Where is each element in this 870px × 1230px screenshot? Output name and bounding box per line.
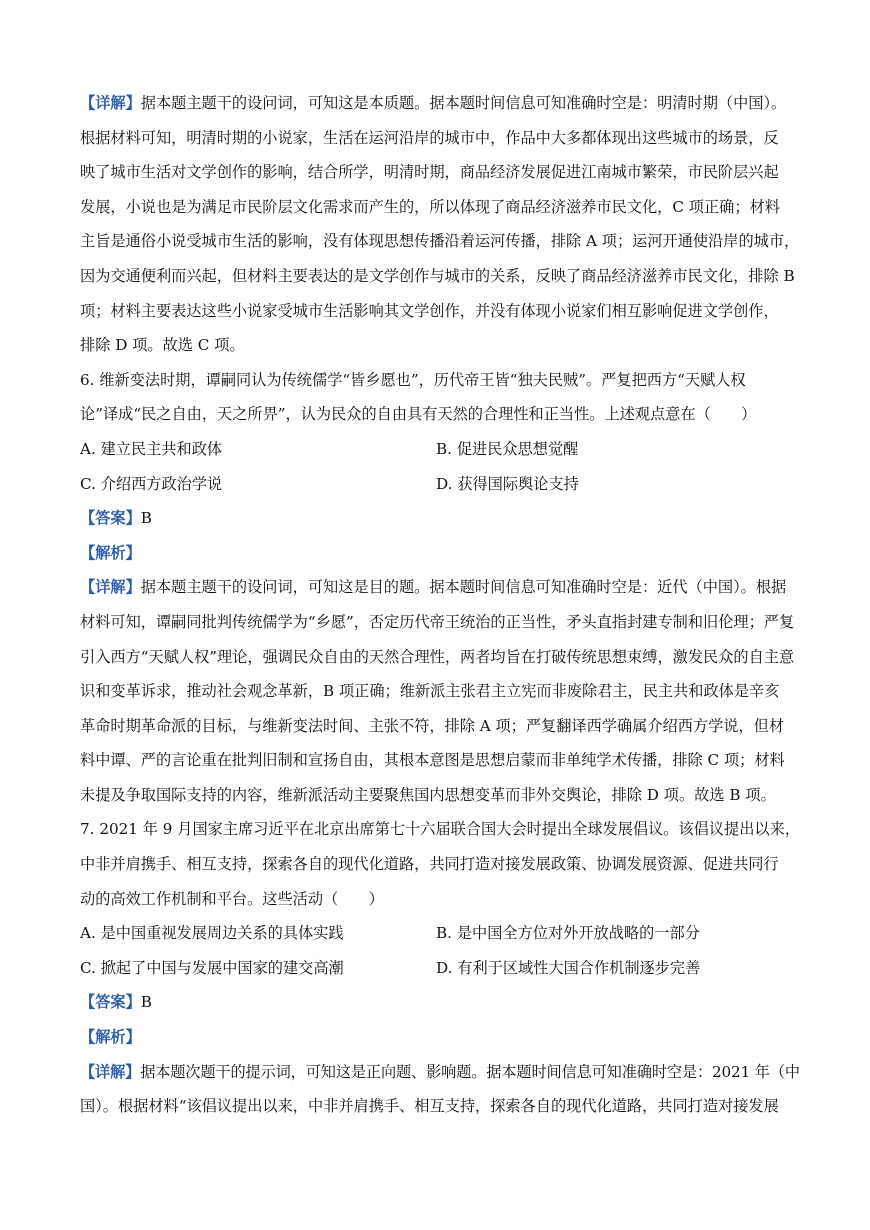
q6-option-d: D. 获得国际舆论支持 <box>436 474 579 493</box>
q7-option-d: D. 有利于区域性大国合作机制逐步完善 <box>436 958 701 977</box>
q6-options-row-1 <box>80 432 800 467</box>
q6-detail-line: 革命时期革命派的目标，与维新变法时间、主张不符，排除 A 项；严复翻译西学确属介绍西方学说，但材 <box>80 716 785 735</box>
detail-tag: 【详解】 <box>80 94 141 112</box>
q5-detail-line: 映了城市生活对文学创作的影响，结合所学，明清时期，商品经济发展促进江南城市繁荣，市民阶层兴起 <box>80 163 779 182</box>
q5-detail <box>80 86 800 363</box>
q6-option-b: B. 促进民众思想觉醒 <box>436 439 579 458</box>
q5-detail-line: 排除 D 项。故选 C 项。 <box>80 336 245 355</box>
q6-stem <box>80 363 800 432</box>
q6-option-c: C. 介绍西方政治学说 <box>80 474 223 493</box>
q7-options-row-1 <box>80 916 800 951</box>
q7-stem-line: 中非并肩携手、相互支持，探索各自的现代化道路，共同打造对接发展政策、协调发展资源、促进共同行 <box>80 855 779 874</box>
q7-answer-value: B <box>140 993 152 1012</box>
q6-detail-line: 识和变革诉求，推动社会观念革新，B 项正确；维新派主张君主立宪而非废除君主，民主共和政体是辛亥 <box>80 682 780 701</box>
q6-detail-line: 材料可知，谭嗣同批判传统儒学为“乡愿”，否定历代帝王统治的正当性，矛头直指封建专制和旧伦理；严复 <box>80 612 795 631</box>
analysis-tag: 【解析】 <box>80 1028 141 1047</box>
q5-detail-line: 因为交通便利而兴起，但材料主要表达的是文学创作与城市的关系，反映了商品经济滋养市民文化，排除 B <box>80 266 795 285</box>
q7-answer <box>80 985 800 1020</box>
q7-option-b: B. 是中国全方位对外开放战略的一部分 <box>436 924 700 943</box>
q6-answer-value: B <box>140 509 152 528</box>
q7-stem-line: 7. 2021 年 9 月国家主席习近平在北京出席第七十六届联合国大会时提出全球发展倡议。该倡议提出以来， <box>80 820 800 839</box>
q7-analysis <box>80 1020 800 1055</box>
q7-options-row-2 <box>80 951 800 986</box>
answer-tag: 【答案】 <box>80 509 141 528</box>
q7-stem <box>80 812 800 916</box>
q6-detail-line: 【详解】据本题主题干的设问词，可知这是目的题。据本题时间信息可知准确时空是：近代（中国）。根据 <box>80 578 787 597</box>
q6-analysis <box>80 536 800 571</box>
q6-detail-line: 料中谭、严的言论重在批判旧制和宣扬自由，其根本意图是思想启蒙而非单纯学术传播，排除 C 项；材料 <box>80 751 785 770</box>
q5-detail-line: 项；材料主要表达这些小说家受城市生活影响其文学创作，并没有体现小说家们相互影响促进文学创作， <box>80 301 779 320</box>
q6-stem-line: 6. 维新变法时期，谭嗣同认为传统儒学“皆乡愿也”，历代帝王皆“独夫民贼”。严复把西方“天赋人权 <box>80 370 746 389</box>
q6-options-row-2 <box>80 467 800 502</box>
q7-stem-line: 动的高效工作机制和平台。这些活动（ ） <box>80 889 384 908</box>
q7-detail <box>80 1055 800 1124</box>
q5-detail-line: 发展，小说也是为满足市民阶层文化需求而产生的，所以体现了商品经济滋养市民文化，C 项正确；材料 <box>80 197 780 216</box>
q6-answer <box>80 501 800 536</box>
q5-detail-line: 主旨是通俗小说受城市生活的影响，没有体现思想传播沿着运河传播，排除 A 项；运河开通使沿岸的城市， <box>80 232 800 251</box>
q7-detail-line: 国）。根据材料“该倡议提出以来，中非并肩携手、相互支持，探索各自的现代化道路，共同打造对接发展 <box>80 1097 779 1116</box>
answer-tag: 【答案】 <box>80 993 141 1012</box>
q7-option-a: A. 是中国重视发展周边关系的具体实践 <box>80 924 344 943</box>
detail-tag: 【详解】 <box>80 1062 141 1081</box>
detail-tag: 【详解】 <box>80 578 141 597</box>
q5-detail-line: 根据材料可知，明清时期的小说家，生活在运河沿岸的城市中，作品中大多都体现出这些城市的场景，反 <box>80 128 779 147</box>
q5-detail-line: 【详解】据本题主题干的设问词，可知这是本质题。据本题时间信息可知准确时空是：明清时期（中国）。 <box>80 94 787 112</box>
q6-stem-line: 论”译成“民之自由，天之所畀”，认为民众的自由具有天然的合理性和正当性。上述观点意在（ ） <box>80 405 757 424</box>
analysis-tag: 【解析】 <box>80 543 141 562</box>
q6-detail-line: 未提及争取国际支持的内容，维新派活动主要聚焦国内思想变革而非外交舆论，排除 D 项。故选 B 项。 <box>80 785 776 804</box>
document-content <box>80 86 800 1124</box>
q7-detail-line: 【详解】据本题次题干的提示词，可知这是正向题、影响题。据本题时间信息可知准确时空是：2021 年（中 <box>80 1062 800 1081</box>
q6-option-a: A. 建立民主共和政体 <box>80 439 223 458</box>
q6-detail-line: 引入西方“天赋人权”理论，强调民众自由的天然合理性，两者均旨在打破传统思想束缚，激发民众的自主意 <box>80 647 795 666</box>
q7-option-c: C. 掀起了中国与发展中国家的建交高潮 <box>80 958 344 977</box>
q6-detail <box>80 570 800 812</box>
